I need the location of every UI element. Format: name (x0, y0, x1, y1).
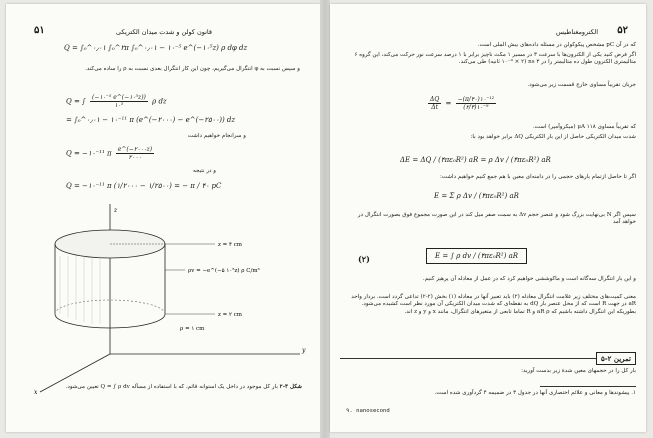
label-x: x (34, 389, 38, 396)
eq-rhs: ∫₀^۰٫۰۱ ∫₀^۲π ∫₀^۰٫۰۱ − ۱۰⁻⁵ e^(−۱۰⁵z) ρ dφ dz (80, 44, 248, 52)
exercise-subtitle: بار کل را در حجمهای معین شدۀ زیر بدست آورید: (521, 368, 636, 374)
paragraph-current: جریان تقریباً مساوی خارج قسمت زیر می‌شود. (527, 82, 636, 88)
eq-lhs: Q = (64, 44, 78, 52)
paragraph-meaning: معنی کمیت‌های مختلف زیر علامت انتگرال معادله (۲) باید تعبیر آنها در معادله (۱) بخش (۲-۲) تداعی گردد است. بردار واحد aR در جهت R است که از محل عنصر بار dQ به نقطه‌ای که شدت میدان الکتریکی آن مورد نظر است کشیده می‌شود. بطوریکه این انتگرال داشته باشیم که aR ρ و R تماما تابعی از متغیرهای انتگرال، مانند x و y و z اند. (351, 294, 636, 315)
cylinder-hatching (60, 256, 100, 324)
fraction: $\frac{\text{(−۱۰⁻⁵ e\textasciicircum{}(−۱۰⁵z))}}{\text{۱۰⁵}}$ (91, 94, 146, 109)
equation-number: (۲) (358, 254, 370, 264)
equation-after-phi: Q = ∫ $\frac{\text{(−۱۰⁻⁵ e\textasciicircum{}(−۱۰⁵z))}}{\text{۱۰⁵}}$ ρ dz (66, 94, 167, 109)
label-density: ρv = −e^(−۵ ۱۰⁵z) ρ C/m³ (188, 268, 260, 274)
paragraph-order-of-integration: و سپس نسبت به φ انتگرال می‌گیریم، چون این کار انتگرال بعدی نسبت به ρ را ساده می‌کند. (85, 66, 300, 72)
figure-caption (26, 384, 302, 391)
page-number-right: ۵۲ (617, 25, 628, 36)
equation-sum: E = Σ ρ Δv / (۴πε₀R²) aR (434, 192, 519, 200)
left-page (6, 4, 320, 432)
caption-title: شکل ۴-۲ (279, 384, 302, 390)
running-header-right: الکترومغناطیس (555, 28, 598, 36)
equation-delta-e: ΔE = ΔQ / (۴πε₀R²) aR = ρ Δv / (۴πε₀R²) aR (400, 156, 551, 164)
paragraph-sum: اگر تا حاصل ازتمام بارهای حجمی را در دامنه‌ای معین با هم جمع کنیم خواهیم داشت: (439, 174, 636, 180)
book-gutter (320, 0, 330, 438)
exercise-title: تمرین ۲-۵ (596, 352, 636, 365)
paragraph-microampere: که تقریباً مساوی ۱۱۸ μA (میکروآمپر) است. (532, 124, 636, 130)
label-z-top: z = ۴ cm (218, 242, 243, 248)
label-z-bottom: z = ۲ cm (218, 312, 243, 318)
equation-result: Q = −۱۰⁻¹¹ π (۱/۲۰۰۰ − ۱/۲۵۰۰) = − π / ۴۰ pC (66, 182, 222, 190)
footnote-prefixes: ۱. پیشوندها و معانی و علائم اختصاری آنها در جدول ۳ در ضمیمه ۴ گردآوری شده است. (434, 390, 636, 396)
right-page (330, 4, 646, 432)
paragraph-result: و در نتیجه (193, 168, 216, 174)
label-radius: ρ = ۱ cm (180, 326, 205, 332)
running-header-left: قانون کولن و شدت میدان الکتریکی (115, 28, 212, 36)
exercise-divider (340, 358, 636, 359)
footnote-rule (540, 386, 636, 387)
footnote-nanosecond: ۹. nanosecond (346, 408, 390, 414)
equation-current: $\frac{\Delta Q}{\Delta t}$ = $\frac{\text{−(π/۴۰)۱۰⁻¹²}}{\text{(۲/۳)۱۰⁻⁹}}$ (430, 96, 495, 111)
paragraph-finally: و سرانجام خواهیم داشت (187, 133, 246, 139)
caption-body: بار کل موجود در داخل یک استوانه قائم، که با استفاده از مسأله Q = ∫ ρ dv تعیین می‌شود. (65, 384, 278, 390)
paragraph-triple-integral: و این بار انتگرال سه‌گانه است و ماکوششی خواهیم کرد که در عمل از معادله آن پرهیز کنیم. (422, 276, 636, 282)
label-z: z (114, 207, 118, 214)
equation-integral-boxed: E = ∫ ρ dv / (۴πε₀R²) aR (426, 248, 527, 264)
paragraph-limit: سپس اگر N بی‌نهایت بزرگ شود و عنصر حجم Δv به سمت صفر میل کند در این صورت مجموع فوق بصورت انتگرال در خواهد آمد (357, 212, 636, 226)
paragraph-electrons: اگر فرض کنید یکی از الکترون‌ها با سرعت ۳ در مسیر ۱ مکث ناچیز برابر با ۱ درصد سرعت نور حرکت می‌کند، این گروه ۶ متالیمتری الکترون طول ده متالیمتر را در ۳ ns (۱۰⁻⁹ × ۲ ثانیه) طی می‌کند. (354, 52, 636, 66)
label-y: y (302, 347, 306, 354)
equation-final-step: Q = −۱۰⁻¹¹ π $\frac{e\^{}(-۲۰۰۰z)}{۲۰۰۰}$ (66, 146, 153, 161)
equation-simplified: = ∫₀^۰٫۰۱ − ۱۰⁻¹¹ π (e^(−۲۰۰۰) − e^(−۲۵۰۰)) dz (66, 116, 236, 124)
paragraph-field: شدت میدان الکتریکی حاصل از این بار الکتریکی ΔQ برابر خواهد بود با: (470, 134, 636, 140)
equation-charge-integral (64, 44, 247, 52)
paragraph-pc: که در آن pC مشخص پیکوکولن در مسئله داده‌های بیش الملی است. (477, 42, 636, 48)
page-number-left: ۵۱ (34, 25, 45, 36)
